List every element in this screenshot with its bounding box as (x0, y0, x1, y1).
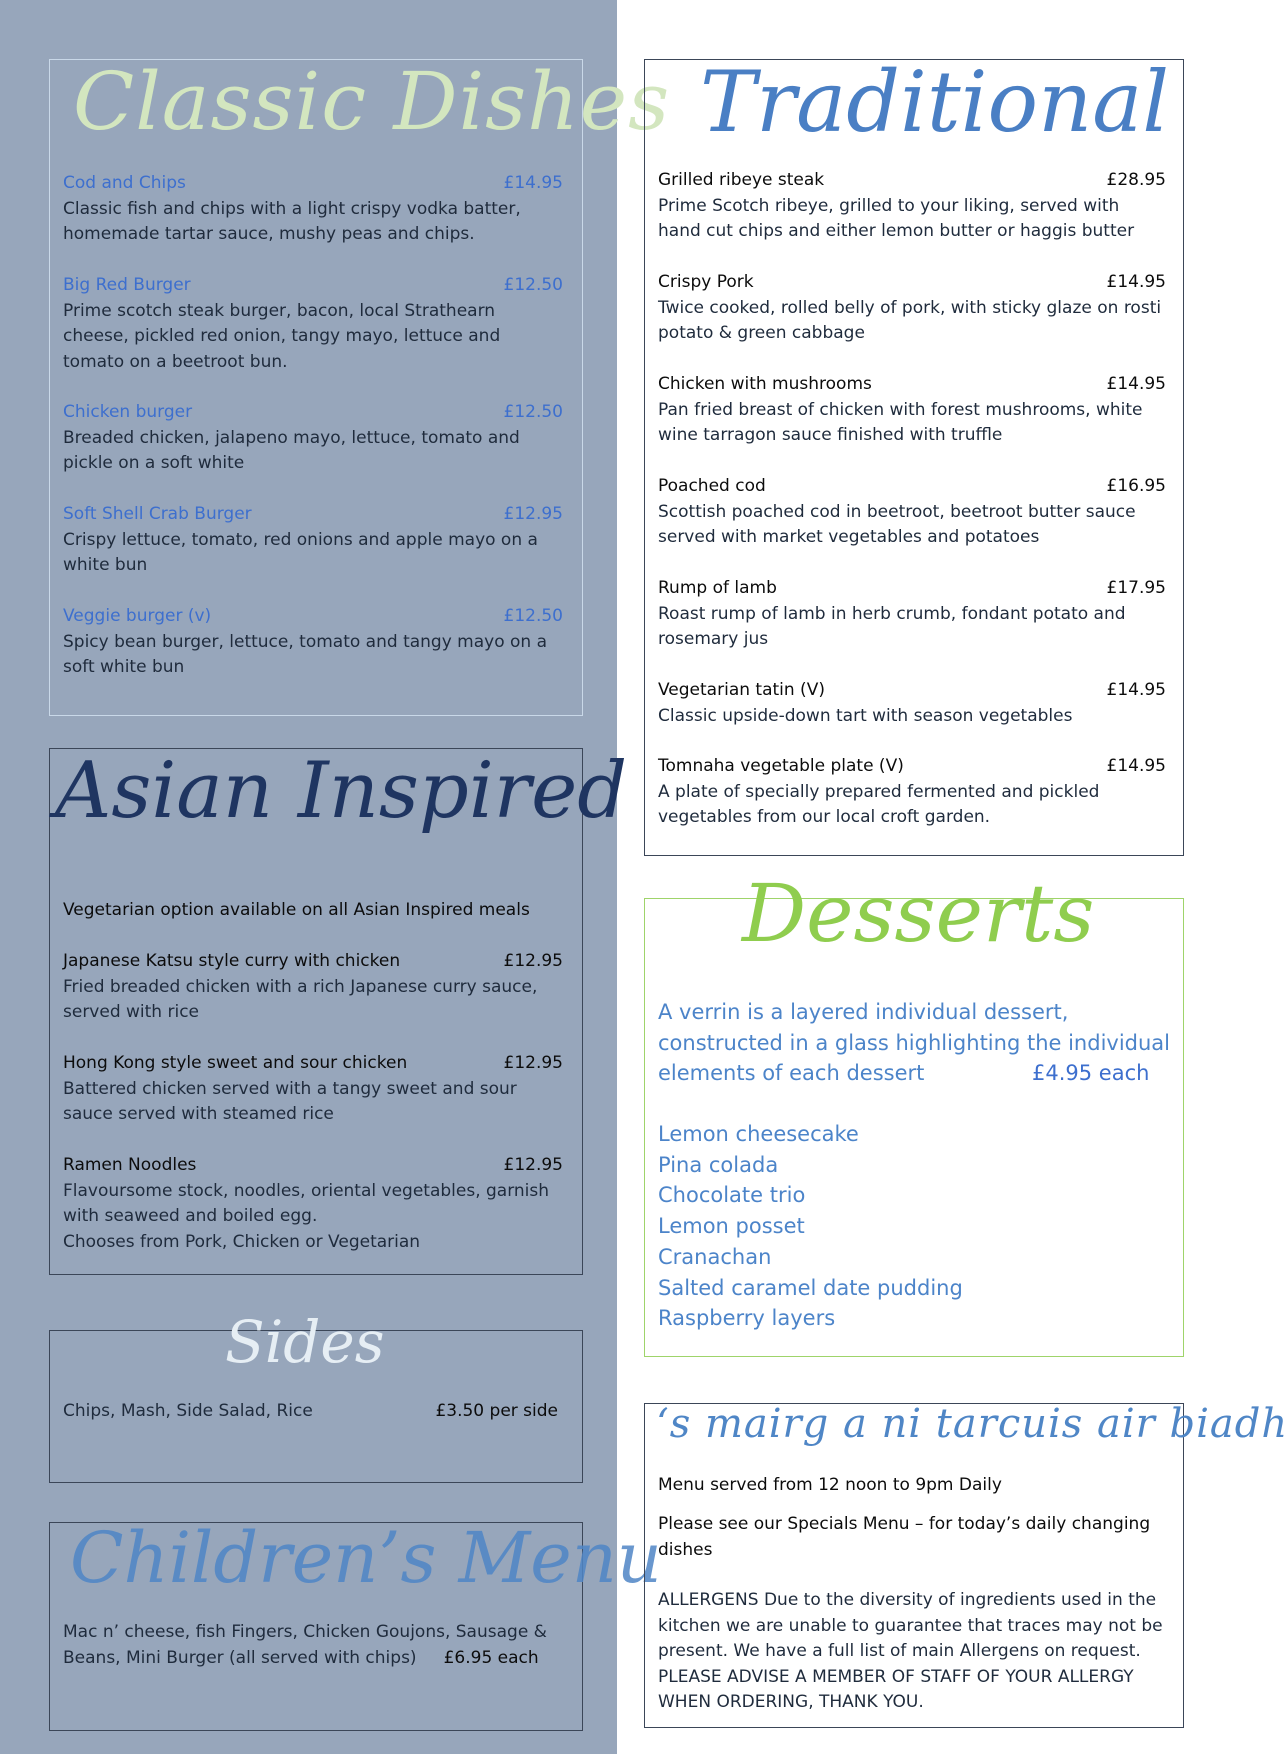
item-description: Prime scotch steak burger, bacon, local Strathearn cheese, pickled red onion, tangy mayo, lettuce and tomato on a beetroot bun. (63, 300, 501, 372)
menu-item (63, 502, 563, 579)
menu-item (658, 372, 1166, 449)
item-name: Tomnaha vegetable plate (V) (658, 756, 904, 776)
item-description: Prime Scotch ribeye, grilled to your liking, served with hand cut chips and either lemon butter or haggis butter (658, 195, 1135, 242)
sides-row (63, 1399, 558, 1425)
item-price: £12.95 (503, 504, 563, 524)
info-specials: Please see our Specials Menu – for today’s daily changing dishes (658, 1514, 1151, 1560)
item-price: £14.95 (1106, 374, 1166, 394)
list-item: Salted caramel date pudding (658, 1275, 963, 1300)
item-description: Fried breaded chicken with a rich Japanese curry sauce, served with rice (63, 976, 538, 1023)
menu-item (658, 474, 1166, 551)
item-name: Grilled ribeye steak (658, 170, 825, 190)
item-price: £14.95 (1106, 756, 1166, 776)
item-price: £16.95 (1106, 476, 1166, 496)
childrens-line-1: Mac n’ cheese, fish Fingers, Chicken Goujons, Sausage & (63, 1622, 547, 1642)
asian-inspired-title: Asian Inspired (55, 746, 628, 836)
item-price: £14.95 (1106, 272, 1166, 292)
item-name: Japanese Katsu style curry with chicken (63, 951, 401, 971)
desserts-intro (658, 997, 1178, 1089)
menu-item (658, 678, 1166, 729)
classic-dishes-title: Classic Dishes (73, 55, 671, 148)
item-description: Spicy bean burger, lettuce, tomato and tangy mayo on a soft white bun (63, 631, 548, 678)
list-item: Chocolate trio (658, 1183, 806, 1208)
menu-item (658, 270, 1166, 347)
list-item: Lemon cheesecake (658, 1122, 859, 1146)
desserts-title: Desserts (742, 867, 1095, 960)
item-description: Roast rump of lamb in herb crumb, fondant potato and rosemary jus (658, 603, 1126, 650)
item-description: Classic upside-down tart with season vegetables (658, 705, 1073, 726)
sides-price: £3.50 per side (435, 1401, 558, 1421)
item-price: £12.95 (503, 1155, 563, 1175)
childrens-menu-text (63, 1620, 578, 1671)
desserts-price: £4.95 each (1032, 1061, 1150, 1086)
list-item: Pina colada (658, 1152, 779, 1177)
item-description: A plate of specially prepared fermented and pickled vegetables from our local croft garden. (658, 781, 1100, 828)
item-name: Hong Kong style sweet and sour chicken (63, 1053, 408, 1073)
menu-item (63, 604, 563, 681)
asian-note: Vegetarian option available on all Asian Inspired meals (63, 900, 530, 920)
item-description: Classic fish and chips with a light crispy vodka batter, homemade tartar sauce, mushy peas and chips. (63, 198, 521, 245)
item-description: Breaded chicken, jalapeno mayo, lettuce, tomato and pickle on a soft white (63, 427, 520, 474)
item-name: Crispy Pork (658, 272, 754, 292)
desserts-intro-line: A verrin is a layered individual dessert, (658, 1000, 1069, 1024)
item-price: £14.95 (503, 173, 563, 193)
item-description: Twice cooked, rolled belly of pork, with sticky glaze on rosti potato & green cabbage (658, 297, 1162, 344)
menu-item (658, 754, 1166, 831)
desserts-intro-line: elements of each dessert (658, 1061, 925, 1086)
menu-item (63, 1051, 563, 1128)
menu-item (63, 273, 563, 375)
item-price: £12.50 (503, 402, 563, 422)
item-description: Pan fried breast of chicken with forest mushrooms, white wine tarragon sauce finished with truffle (658, 399, 1143, 446)
item-name: Chicken burger (63, 402, 193, 422)
info-served: Menu served from 12 noon to 9pm Daily (658, 1475, 1002, 1495)
item-price: £12.50 (503, 275, 563, 295)
info-title: ‘s mairg a ni tarcuis air biadh (656, 1401, 1288, 1447)
item-description: Flavoursome stock, noodles, oriental vegetables, garnish with seaweed and boiled egg. (63, 1180, 550, 1227)
item-price: £28.95 (1106, 170, 1166, 190)
desserts-intro-line: constructed in a glass highlighting the individual (658, 1030, 1171, 1055)
list-item: Raspberry layers (658, 1306, 836, 1331)
item-price: £12.95 (503, 951, 563, 971)
list-item: Cranachan (658, 1244, 772, 1269)
item-name: Chicken with mushrooms (658, 374, 872, 394)
menu-item (63, 171, 563, 248)
item-description: Battered chicken served with a tangy sweet and sour sauce served with steamed rice (63, 1078, 517, 1125)
childrens-menu-title: Children’s Menu (70, 1517, 662, 1599)
item-name: Poached cod (658, 476, 766, 496)
item-name: Big Red Burger (63, 275, 191, 295)
item-price: £17.95 (1106, 578, 1166, 598)
item-price: £12.95 (503, 1053, 563, 1073)
desserts-list (658, 1119, 1158, 1334)
menu-item (658, 168, 1166, 245)
item-price: £12.50 (503, 606, 563, 626)
traditional-title: Traditional (700, 53, 1170, 151)
list-item: Lemon posset (658, 1214, 805, 1239)
item-name: Cod and Chips (63, 173, 186, 193)
item-description: Crispy lettuce, tomato, red onions and apple mayo on a white bun (63, 529, 538, 576)
sides-title: Sides (225, 1308, 385, 1376)
item-name: Veggie burger (v) (63, 606, 212, 626)
menu-item (63, 1153, 563, 1255)
item-name: Vegetarian tatin (V) (658, 680, 825, 700)
info-allergens: ALLERGENS Due to the diversity of ingredients used in the kitchen we are unable to guarantee that traces may not be present. We have a full list of main Allergens on request. PLEASE ADVISE A MEMBER OF STAFF OF YOUR ALLERGY WHEN ORDERING, THANK YOU. (658, 1590, 1163, 1713)
menu-item (63, 400, 563, 477)
item-description: Scottish poached cod in beetroot, beetroot butter sauce served with market vegetables and potatoes (658, 501, 1136, 548)
item-price: £14.95 (1106, 680, 1166, 700)
sides-list: Chips, Mash, Side Salad, Rice (63, 1401, 313, 1421)
childrens-price: £6.95 each (443, 1647, 539, 1668)
item-extra: Chooses from Pork, Chicken or Vegetarian (63, 1231, 421, 1252)
item-name: Rump of lamb (658, 578, 777, 598)
item-name: Ramen Noodles (63, 1155, 197, 1175)
childrens-line-2: Beans, Mini Burger (all served with chips) (63, 1647, 417, 1668)
item-name: Soft Shell Crab Burger (63, 504, 252, 524)
menu-item (63, 949, 563, 1026)
menu-item (658, 576, 1166, 653)
